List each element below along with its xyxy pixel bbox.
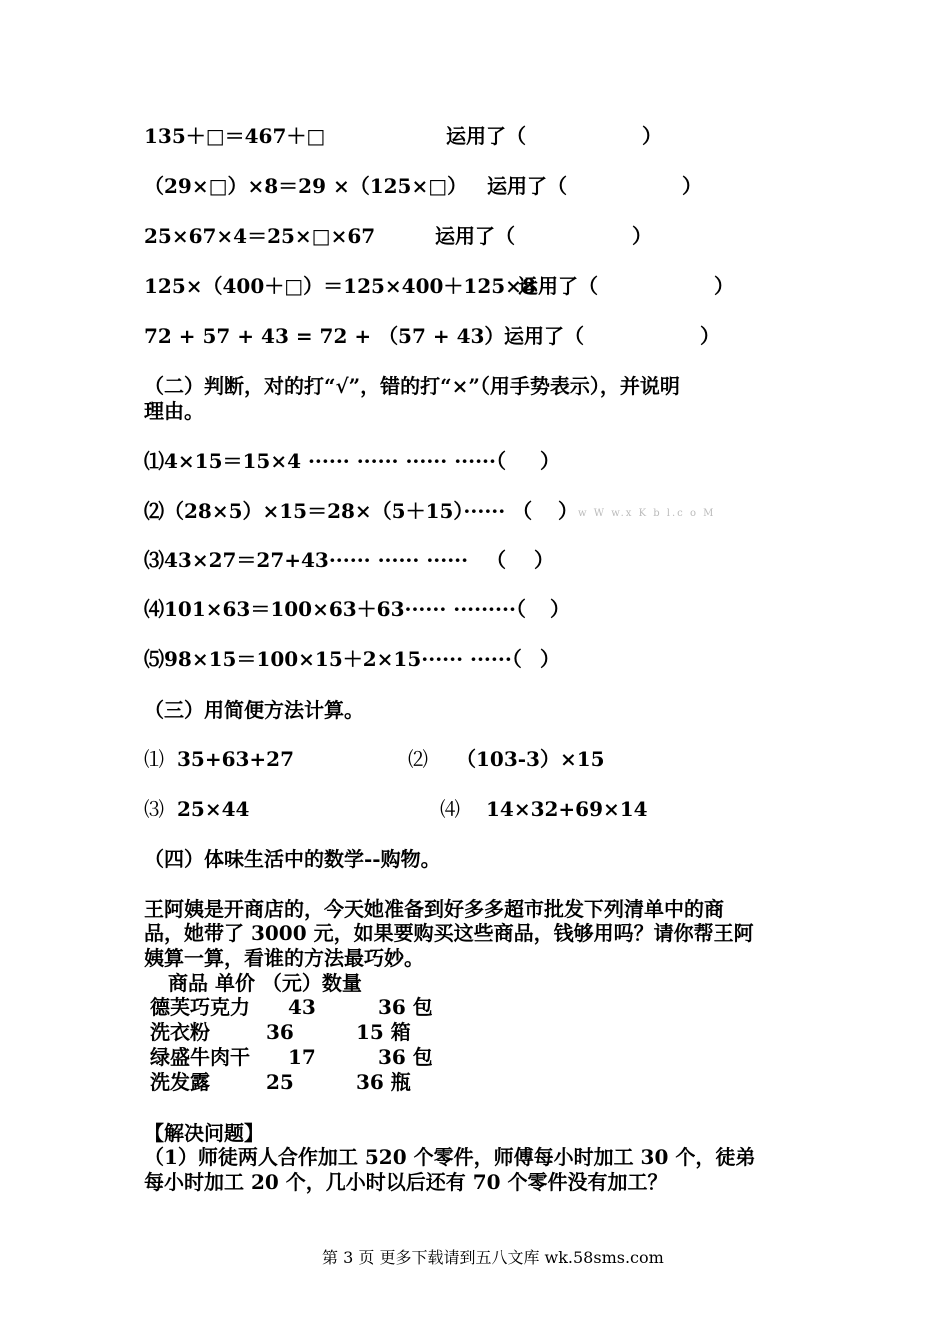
shopping-row-2-name: 洗衣粉	[150, 1020, 210, 1044]
judge-heading-line1: （二）判断，对的打“√”，错的打“×”（用手势表示），并说明	[144, 374, 680, 398]
judge-close-3: ）	[534, 548, 554, 572]
shopping-para-line2: 品，她带了 3000 元，如果要购买这些商品，钱够用吗？请你帮王阿	[144, 921, 754, 945]
judge-open-3: （	[486, 548, 506, 572]
op-close-5: ）	[700, 324, 720, 348]
shopping-para-line1: 王阿姨是开商店的，今天她准备到好多多超市批发下列清单中的商	[144, 897, 724, 921]
problem-line2: 每小时加工 20 个，几小时以后还有 70 个零件没有加工？	[144, 1170, 668, 1194]
shopping-row-1-name: 德芙巧克力	[150, 995, 250, 1019]
shopping-row-2-price: 36	[266, 1020, 294, 1044]
shopping-row-2-qty: 15 箱	[356, 1020, 411, 1044]
judge-item-1: ⑴4×15＝15×4 ······ ······ ······ ······（	[144, 449, 506, 473]
calc-expr-2: （103-3）×15	[456, 747, 605, 771]
calc-expr-1: 35+63+27	[177, 747, 295, 771]
op-close-3: ）	[632, 224, 652, 248]
shopping-row-3-name: 绿盛牛肉干	[150, 1045, 250, 1069]
judge-heading-line2: 理由。	[144, 399, 204, 423]
op-expr-3: 25×67×4＝25×□×67	[144, 224, 376, 248]
problem-heading: 【解决问题】	[144, 1121, 264, 1145]
judge-close-2: ）	[558, 499, 578, 523]
judge-item-5: ⑸98×15＝100×15＋2×15······ ······（	[144, 647, 522, 671]
shopping-row-4-qty: 36 瓶	[356, 1070, 411, 1094]
judge-item-3: ⑶43×27＝27+43······ ······ ······	[144, 548, 469, 572]
calc-num-2: ⑵	[408, 747, 428, 771]
op-label-1: 运用了（	[446, 124, 526, 148]
shopping-row-4-price: 25	[266, 1070, 294, 1094]
op-close-4: ）	[714, 274, 734, 298]
op-close-1: ）	[642, 124, 662, 148]
op-expr-1: 135＋□＝467＋□	[144, 124, 326, 148]
shopping-row-1-qty: 36 包	[378, 995, 433, 1019]
calc-num-4: ⑷	[440, 797, 460, 821]
op-expr-5: 72 + 57 + 43 = 72 + （57 + 43）	[144, 324, 505, 348]
op-expr-4: 125×（400＋□）＝125×400＋125×8	[144, 274, 536, 298]
op-expr-2: （29×□）×8＝29 ×（125×□）	[144, 174, 468, 198]
calc-num-3: ⑶	[144, 797, 164, 821]
shopping-para-line3: 姨算一算，看谁的方法最巧妙。	[144, 946, 424, 970]
shopping-row-4-name: 洗发露	[150, 1070, 210, 1094]
judge-close-5: ）	[540, 647, 560, 671]
watermark: w W w.x K b l.c o M	[578, 508, 716, 519]
problem-line1: （1）师徒两人合作加工 520 个零件，师傅每小时加工 30 个，徒弟	[144, 1145, 756, 1169]
judge-item-4: ⑷101×63＝100×63＋63······ ·········（	[144, 597, 526, 621]
op-label-2: 运用了（	[487, 174, 567, 198]
calc-heading: （三）用简便方法计算。	[144, 698, 364, 722]
calc-expr-3: 25×44	[177, 797, 250, 821]
judge-close-1: ）	[540, 449, 560, 473]
op-label-3: 运用了（	[435, 224, 515, 248]
shopping-table-header: 商品 单价 （元）数量	[168, 971, 362, 995]
op-label-4: 运用了（	[518, 274, 598, 298]
shopping-row-1-price: 43	[288, 995, 316, 1019]
op-close-2: ）	[682, 174, 702, 198]
calc-num-1: ⑴	[144, 747, 164, 771]
shopping-row-3-price: 17	[288, 1045, 316, 1069]
shopping-heading: （四）体味生活中的数学--购物。	[144, 847, 441, 871]
shopping-row-3-qty: 36 包	[378, 1045, 433, 1069]
op-label-5: 运用了（	[504, 324, 584, 348]
judge-close-4: ）	[550, 597, 570, 621]
judge-item-2: ⑵（28×5）×15＝28×（5＋15）······ （	[144, 499, 533, 523]
calc-expr-4: 14×32+69×14	[486, 797, 648, 821]
page-footer: 第 3 页 更多下载请到五八文库 wk.58sms.com	[322, 1248, 664, 1267]
